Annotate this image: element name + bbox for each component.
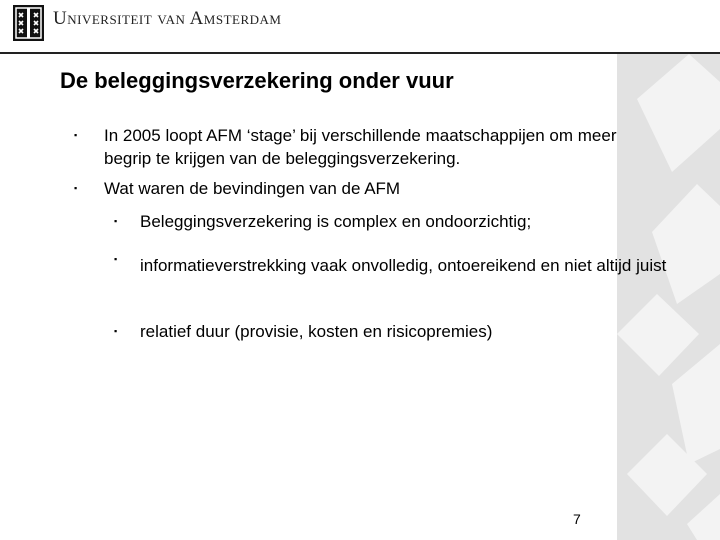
bullet-marker: ▪ [114, 326, 118, 336]
bullet-text: In 2005 loopt AFM ‘stage’ bij verschillende maatschappijen om meer begrip te krijgen van de beleggingsverzekering. [104, 126, 617, 168]
bullet-marker: ▪ [74, 130, 78, 140]
page-number: 7 [573, 511, 581, 527]
university-name: Universiteit van Amsterdam [53, 8, 282, 29]
sub-bullet-text: relatief duur (provisie, kosten en risicopremies) [140, 322, 493, 341]
bullet-marker: ▪ [114, 216, 118, 226]
bullet-item [74, 177, 624, 200]
bullet-text: Wat waren de bevindingen van de AFM [104, 179, 401, 198]
uva-logo-icon [13, 5, 44, 41]
sub-bullet-text: Beleggingsverzekering is complex en ondoorzichtig; [140, 212, 532, 231]
sub-bullet-item [114, 320, 680, 343]
decorative-sidebar [617, 54, 720, 540]
header-divider [0, 52, 720, 54]
bullet-item [74, 124, 624, 170]
slide-title: De beleggingsverzekering onder vuur [60, 68, 454, 93]
bullet-marker: ▪ [74, 183, 78, 193]
header [0, 0, 720, 55]
sub-bullet-text: informatieverstrekking vaak onvolledig, ontoereikend en niet altijd juist [140, 256, 667, 275]
bullet-marker: ▪ [114, 254, 118, 264]
sub-bullet-item [114, 210, 680, 233]
sub-bullet-item [114, 246, 680, 285]
